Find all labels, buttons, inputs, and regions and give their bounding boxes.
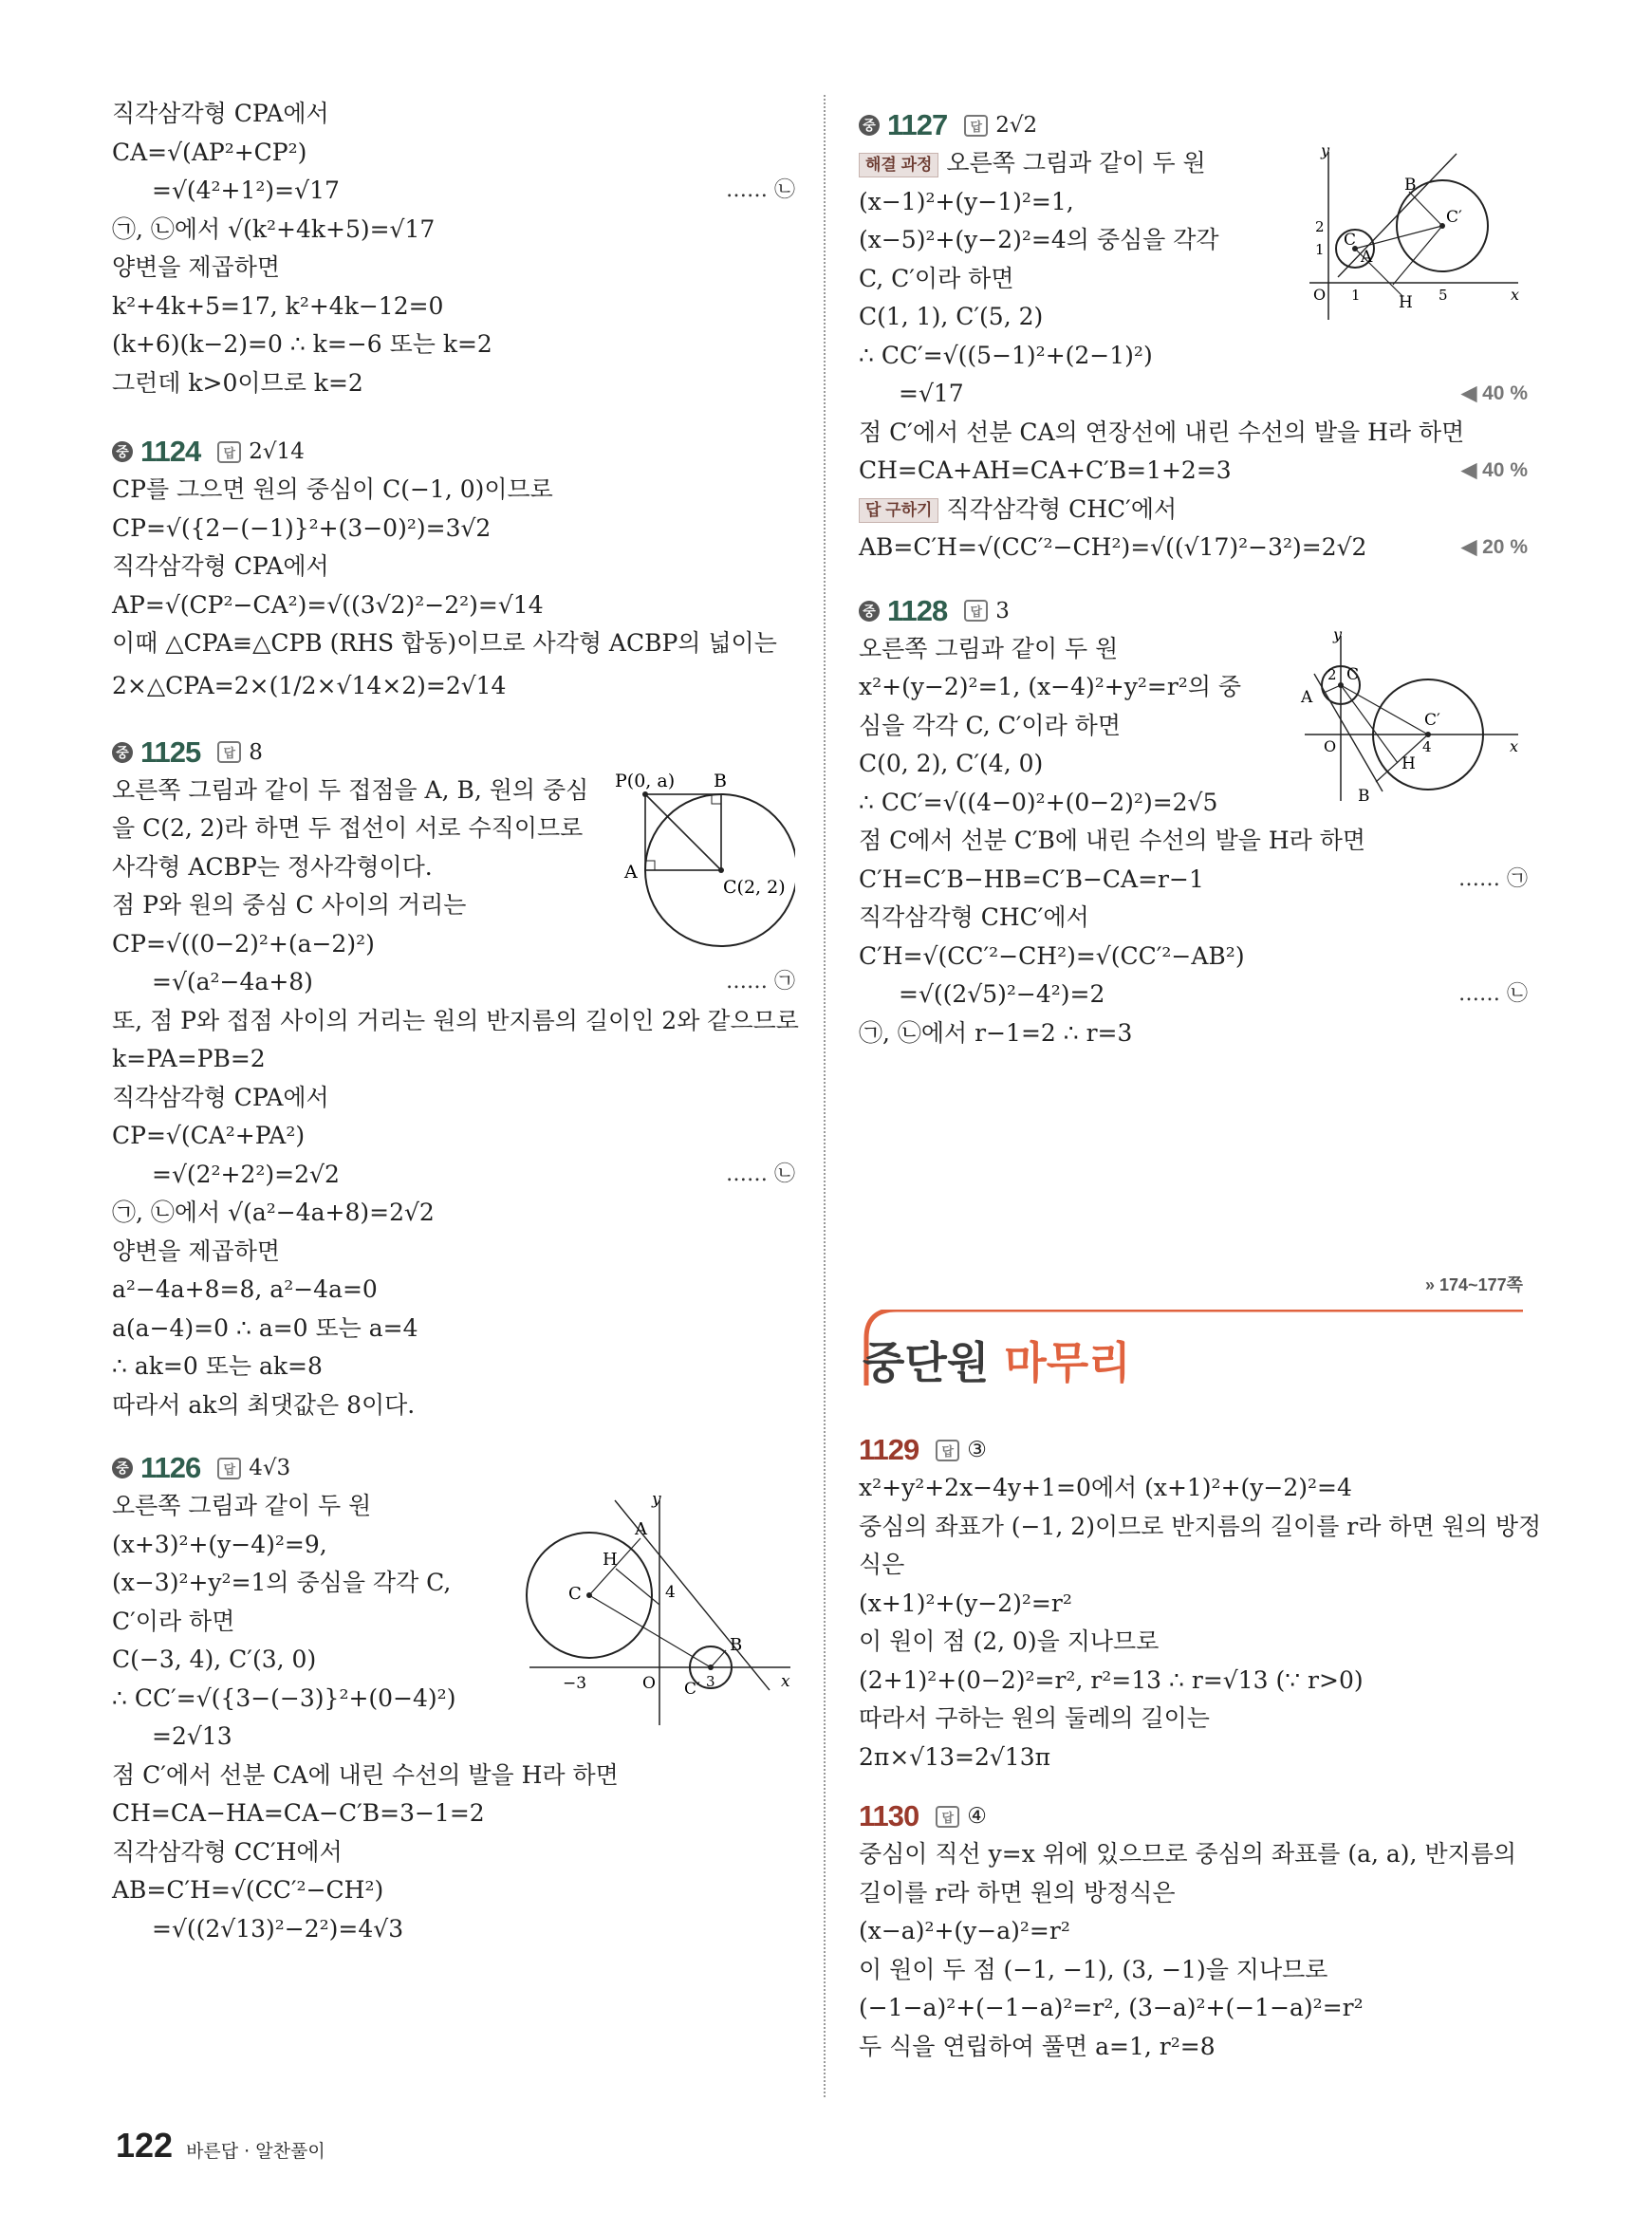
line-text: 직각삼각형 CPA에서: [112, 1083, 329, 1111]
math-line: [112, 1194, 795, 1233]
math-line: [859, 822, 1528, 861]
tick-neg3-label: −3: [563, 1674, 587, 1693]
math-line: [112, 1757, 795, 1795]
solution-body: [112, 1757, 795, 1949]
line-text: 이때 △CPA≡△CPB (RHS 합동)이므로 사각형 ACBP의 넓이는: [112, 629, 777, 657]
line-text: AP=√(CP²−CA²)=√((3√2)²−2²)=√14: [112, 590, 544, 619]
column-divider: [824, 95, 826, 2097]
line-text: 또, 점 P와 접점 사이의 거리는 원의 반지름의 길이인 2와 같으므로: [112, 1006, 799, 1034]
line-text: 따라서 구하는 원의 둘레의 길이는: [859, 1704, 1210, 1732]
math-line: [112, 1079, 795, 1118]
line-text: 양변을 제곱하면: [112, 1237, 280, 1265]
line-text: C′H=C′B−HB=C′B−CA=r−1: [859, 865, 1204, 893]
tick-2-label: 2: [1315, 218, 1325, 235]
math-line: [859, 1585, 1528, 1624]
center-c-label: C: [1346, 664, 1360, 684]
line-text: CP=√(CA²+PA²): [112, 1122, 306, 1149]
math-line: [112, 325, 795, 364]
problem-number: 1128: [887, 593, 948, 627]
line-text: 두 식을 연립하여 풀면 a=1, r²=8: [859, 2032, 1216, 2060]
math-line: [859, 1989, 1528, 2028]
line-text: CH=CA+AH=CA+C′B=1+2=3: [859, 456, 1232, 484]
math-line: [112, 1040, 795, 1079]
line-text: ∴ CC′=√((5−1)²+(2−1)²): [859, 341, 1153, 369]
footer-text: 바른답 · 알찬풀이: [186, 2141, 325, 2162]
level-badge: 중: [112, 441, 133, 462]
solution-body: [112, 471, 795, 709]
equation-marker: …… ㉡: [726, 178, 795, 202]
origin-label: O: [1324, 736, 1337, 755]
step-tag: 해결 과정: [859, 153, 938, 177]
figure-1127: [1300, 144, 1528, 325]
line-text: (k+6)(k−2)=0 ∴ k=−6 또는 k=2: [112, 330, 492, 358]
line-text: C, C′이라 하면: [859, 264, 1014, 292]
line-text: (−1−a)²+(−1−a)²=r², (3−a)²+(−1−a)²=r²: [859, 1994, 1364, 2021]
point-a-label: A: [635, 1519, 647, 1539]
score-percent: ◀ 20 %: [1461, 536, 1528, 558]
center-cprime-label: C′: [1446, 208, 1462, 227]
math-line: [112, 963, 795, 1002]
equation-marker: …… ㉠: [726, 970, 795, 994]
math-line: [859, 1912, 1528, 1951]
math-line: [859, 861, 1528, 900]
answer-badge: 답: [217, 741, 241, 763]
y-axis-label: y: [1333, 629, 1343, 643]
line-text: 중심이 직선 y=x 위에 있으므로 중심의 좌표를 (a, a), 반지름의: [859, 1840, 1517, 1868]
line-text: x²+(y−2)²=1, (x−4)²+y²=r²의 중: [859, 673, 1242, 700]
answer-badge: 답: [936, 1806, 959, 1828]
math-line: [859, 1469, 1528, 1508]
tick-2-label: 2: [1327, 665, 1337, 683]
tick-4-label: 4: [1422, 737, 1432, 755]
problem-header: [112, 1449, 795, 1487]
math-line: [859, 938, 1528, 976]
line-text: (x−3)²+y²=1의 중심을 각각 C,: [112, 1569, 452, 1596]
answer-badge: 답: [217, 441, 241, 463]
figure-1126: [525, 1493, 795, 1730]
problem-1124: [112, 433, 795, 709]
line-text: (x−5)²+(y−2)²=4의 중심을 각각: [859, 226, 1219, 253]
math-line: [112, 1910, 795, 1949]
line-text: (x+3)²+(y−4)²=9,: [112, 1530, 327, 1558]
problem-header: [112, 734, 795, 772]
line-text: 그런데 k>0이므로 k=2: [112, 368, 363, 397]
answer-badge: 답: [964, 600, 988, 622]
point-a-label: A: [1301, 687, 1313, 707]
problem-number: 1129: [859, 1433, 919, 1466]
point-a-label: A: [1361, 248, 1373, 267]
problem-number: 1126: [140, 1451, 201, 1484]
line-text: ∴ ak=0 또는 ak=8: [112, 1352, 323, 1380]
math-line: [112, 1233, 795, 1272]
math-line: [112, 95, 795, 134]
problem-1125: [112, 734, 799, 1425]
right-column: [859, 106, 1528, 1052]
line-text: 점 C에서 선분 C′B에 내린 수선의 발을 H라 하면: [859, 827, 1366, 854]
math-line: [112, 1795, 795, 1833]
line-text: CA=√(AP²+CP²): [112, 138, 307, 166]
line-text: C′이라 하면: [112, 1607, 235, 1635]
y-axis-label: y: [652, 1493, 661, 1509]
problem-number: 1127: [887, 108, 948, 141]
math-line: [859, 976, 1528, 1014]
section-title-part1: 중단원: [863, 1337, 1005, 1388]
line-text: =√((2√13)²−2²)=4√3: [152, 1914, 404, 1943]
solution-body: [112, 925, 799, 1425]
line-text: 직각삼각형 CC′H에서: [112, 1837, 343, 1866]
math-line: [112, 1348, 795, 1386]
math-line: [859, 1739, 1528, 1777]
tick-5-label: 5: [1439, 287, 1448, 304]
level-badge: 중: [112, 742, 133, 763]
line-text: (x−1)²+(y−1)²=1,: [859, 187, 1074, 215]
line-text: C(0, 2), C′(4, 0): [859, 750, 1044, 777]
line-text: (x+1)²+(y−2)²=r²: [859, 1589, 1072, 1617]
line-text: C(1, 1), C′(5, 2): [859, 303, 1044, 330]
math-line: [859, 1835, 1528, 1874]
page-number: 122: [116, 2126, 174, 2165]
point-h-label: H: [1399, 293, 1413, 312]
math-line: [112, 471, 795, 510]
line-text: ㉠, ㉡에서 r−1=2 ∴ r=3: [859, 1018, 1133, 1047]
math-line: [112, 1117, 795, 1156]
answer-badge: 답: [936, 1440, 959, 1461]
answer-badge: 답: [964, 115, 988, 137]
math-line: [859, 1951, 1528, 1990]
section-title: [863, 1329, 1131, 1391]
math-line: [112, 1310, 795, 1348]
page-reference: » 174~177쪽: [1425, 1275, 1523, 1294]
answer-value: ③: [967, 1438, 987, 1462]
point-b-label: B: [730, 1635, 743, 1655]
problem-number: 1125: [140, 735, 201, 769]
answer-value: 8: [249, 739, 263, 765]
point-b-label: B: [1358, 786, 1370, 806]
line-text: =√(2²+2²)=2√2: [152, 1160, 340, 1188]
line-text: 길이를 r라 하면 원의 방정식은: [859, 1878, 1176, 1906]
line-text: x²+y²+2x−4y+1=0에서 (x+1)²+(y−2)²=4: [859, 1474, 1352, 1501]
line-text: k=PA=PB=2: [112, 1045, 266, 1072]
math-line: [112, 663, 795, 709]
math-line: [112, 548, 795, 586]
level-badge: 중: [112, 1458, 133, 1478]
center-c-label: C: [1344, 231, 1357, 250]
line-text: C(−3, 4), C′(3, 0): [112, 1646, 317, 1673]
origin-label: O: [642, 1674, 656, 1693]
equation-marker: …… ㉠: [1458, 866, 1528, 891]
line-text: 중심의 좌표가 (−1, 2)이므로 반지름의 길이를 r라 하면 원의 방정: [859, 1512, 1542, 1540]
problem-header: [859, 1797, 1528, 1835]
point-h-label: H: [1401, 753, 1416, 773]
center-cprime-label: C′: [684, 1680, 700, 1699]
point-a-label: A: [624, 861, 638, 883]
center-cprime-label: C′: [1424, 710, 1440, 730]
line-text: =√(4²+1²)=√17: [152, 177, 340, 204]
center-c-label: C(2, 2): [723, 876, 786, 898]
step-tag: 답 구하기: [859, 498, 938, 523]
math-line: [859, 1508, 1542, 1547]
solution-body: [859, 822, 1528, 1052]
line-text: 직각삼각형 CPA에서: [112, 100, 329, 127]
math-line: [859, 529, 1528, 567]
line-text: 오른쪽 그림과 같이 두 접점을 A, B, 원의 중심: [112, 775, 589, 804]
line-text: 사각형 ACBP는 정사각형이다.: [112, 852, 433, 881]
math-line: [859, 414, 1528, 453]
line-text: 오른쪽 그림과 같이 두 원: [112, 1492, 372, 1519]
line-text: CH=CA−HA=CA−C′B=3−1=2: [112, 1799, 485, 1827]
line-text: CP=√({2−(−1)}²+(3−0)²)=3√2: [112, 513, 492, 542]
score-percent: ◀ 40 %: [1461, 382, 1528, 404]
math-line: [859, 1700, 1528, 1739]
line-text: ∴ CC′=√((4−0)²+(0−2)²)=2√5: [859, 788, 1218, 816]
math-line: [112, 211, 795, 250]
math-line: [859, 491, 1528, 530]
math-line: [859, 1546, 1528, 1585]
review-problems: [859, 1431, 1542, 2066]
solution-body: [859, 1469, 1542, 1776]
line-text: 2π×√13=2√13π: [859, 1742, 1051, 1771]
line-text: =2√13: [152, 1722, 232, 1750]
line-text: AB=C′H=√(CC′²−CH²)=√((√17)²−3²)=2√2: [859, 533, 1367, 561]
intro-solution: [112, 95, 795, 402]
answer-value: 2√14: [249, 439, 305, 464]
line-text: (2+1)²+(0−2)²=r², r²=13 ∴ r=√13 (∵ r>0): [859, 1665, 1364, 1694]
line-text: (x−a)²+(y−a)²=r²: [859, 1917, 1070, 1944]
math-line: [859, 452, 1528, 491]
math-line: [112, 624, 795, 663]
page-footer: [116, 2126, 325, 2166]
problem-number: 1124: [140, 435, 201, 468]
line-text: 심을 각각 C, C′이라 하면: [859, 711, 1121, 739]
math-line: [859, 2028, 1528, 2067]
math-line: [859, 1623, 1528, 1662]
x-axis-label: x: [1510, 736, 1519, 755]
problem-header: [112, 433, 795, 471]
level-badge: 중: [859, 115, 880, 136]
point-h-label: H: [603, 1550, 618, 1570]
line-text: 따라서 ak의 최댓값은 8이다.: [112, 1390, 416, 1419]
line-text: 직각삼각형 CPA에서: [112, 552, 329, 580]
answer-value: 4√3: [249, 1456, 291, 1480]
line-text: 직각삼각형 CHC′에서: [946, 494, 1178, 523]
math-line: [112, 134, 795, 173]
point-p-label: P(0, a): [615, 770, 676, 791]
math-line: [859, 1662, 1528, 1701]
line-text: 점 P와 원의 중심 C 사이의 거리는: [112, 891, 467, 919]
figure-1125: [615, 770, 795, 959]
answer-value: ④: [967, 1804, 987, 1829]
math-line: [112, 288, 795, 326]
problem-header: [859, 106, 1528, 144]
line-text: 점 C′에서 선분 CA의 연장선에 내린 수선의 발을 H라 하면: [859, 418, 1465, 446]
problem-1130: [859, 1797, 1528, 2066]
math-line: [112, 1871, 795, 1910]
problem-header: [859, 592, 1528, 630]
score-percent: ◀ 40 %: [1461, 459, 1528, 481]
center-c-label: C: [568, 1584, 582, 1604]
math-line: [859, 1014, 1528, 1053]
line-text: 오른쪽 그림과 같이 두 원: [859, 634, 1119, 662]
math-line: [112, 510, 795, 549]
line-text: ∴ CC′=√({3−(−3)}²+(0−4)²): [112, 1683, 456, 1712]
point-b-label: B: [714, 770, 727, 791]
line-text: ㉠, ㉡에서 √(k²+4k+5)=√17: [112, 214, 436, 243]
point-b-label: B: [1404, 176, 1417, 195]
problem-1129: [859, 1431, 1542, 1776]
math-line: [859, 1874, 1528, 1913]
line-text: 식은: [859, 1551, 905, 1578]
tick-3-label: 3: [706, 1673, 715, 1690]
math-line: [112, 1833, 795, 1872]
problem-1126: [112, 1449, 795, 1948]
line-text: 직각삼각형 CHC′에서: [859, 903, 1089, 931]
line-text: 양변을 제곱하면: [112, 253, 280, 281]
figure-1128: [1295, 630, 1523, 810]
line-text: AB=C′H=√(CC′²−CH²): [112, 1876, 384, 1904]
problem-1127: [859, 106, 1528, 567]
tick-x1-label: 1: [1351, 287, 1361, 304]
line-text: a(a−4)=0 ∴ a=0 또는 a=4: [112, 1313, 418, 1342]
problem-number: 1130: [859, 1799, 919, 1832]
left-column: [112, 95, 799, 1948]
math-line: [112, 586, 795, 625]
math-line: [112, 1386, 795, 1425]
tick-1-label: 1: [1315, 241, 1325, 258]
equation-marker: …… ㉡: [1458, 982, 1528, 1006]
line-text: CP를 그으면 원의 중심이 C(−1, 0)이므로: [112, 475, 553, 503]
solution-body: [859, 1835, 1528, 2066]
line-text: k²+4k+5=17, k²+4k−12=0: [112, 291, 444, 320]
math-line: [112, 1002, 799, 1041]
problem-header: [859, 1431, 1528, 1469]
line-text: 2×△CPA=2×(1/2×√14×2)=2√14: [112, 671, 507, 699]
math-line: [112, 1156, 795, 1195]
line-text: C′H=√(CC′²−CH²)=√(CC′²−AB²): [859, 941, 1245, 970]
line-text: 이 원이 두 점 (−1, −1), (3, −1)을 지나므로: [859, 1955, 1328, 1983]
origin-label: O: [1313, 286, 1327, 304]
line-text: CP=√((0−2)²+(a−2)²): [112, 929, 375, 958]
level-badge: 중: [859, 601, 880, 622]
line-text: 을 C(2, 2)라 하면 두 접선이 서로 수직이므로: [112, 814, 584, 842]
problem-1128: [859, 592, 1528, 1053]
answer-value: 2√2: [995, 113, 1038, 138]
line-text: 오른쪽 그림과 같이 두 원: [946, 149, 1206, 177]
line-text: 점 C′에서 선분 CA에 내린 수선의 발을 H라 하면: [112, 1760, 619, 1789]
line-text: =√17: [899, 380, 964, 407]
line-text: =√((2√5)²−4²)=2: [899, 980, 1105, 1008]
line-text: ㉠, ㉡에서 √(a²−4a+8)=2√2: [112, 1199, 435, 1226]
y-axis-label: y: [1321, 144, 1330, 159]
x-axis-label: x: [1511, 286, 1520, 304]
tick-4-label: 4: [665, 1583, 676, 1602]
equation-marker: …… ㉡: [726, 1162, 795, 1186]
math-line: [112, 364, 795, 403]
line-text: 이 원이 점 (2, 0)을 지나므로: [859, 1627, 1160, 1655]
answer-badge: 답: [217, 1458, 241, 1479]
math-line: [859, 337, 1528, 376]
x-axis-label: x: [781, 1672, 790, 1691]
math-line: [112, 1271, 795, 1310]
line-text: a²−4a+8=8, a²−4a=0: [112, 1275, 378, 1303]
answer-value: 3: [995, 598, 1010, 623]
math-line: [859, 899, 1528, 938]
math-line: [112, 172, 795, 211]
math-line: [859, 375, 1528, 414]
line-text: =√(a²−4a+8): [152, 968, 313, 995]
section-title-part2: 마무리: [1004, 1337, 1131, 1388]
math-line: [112, 249, 795, 288]
